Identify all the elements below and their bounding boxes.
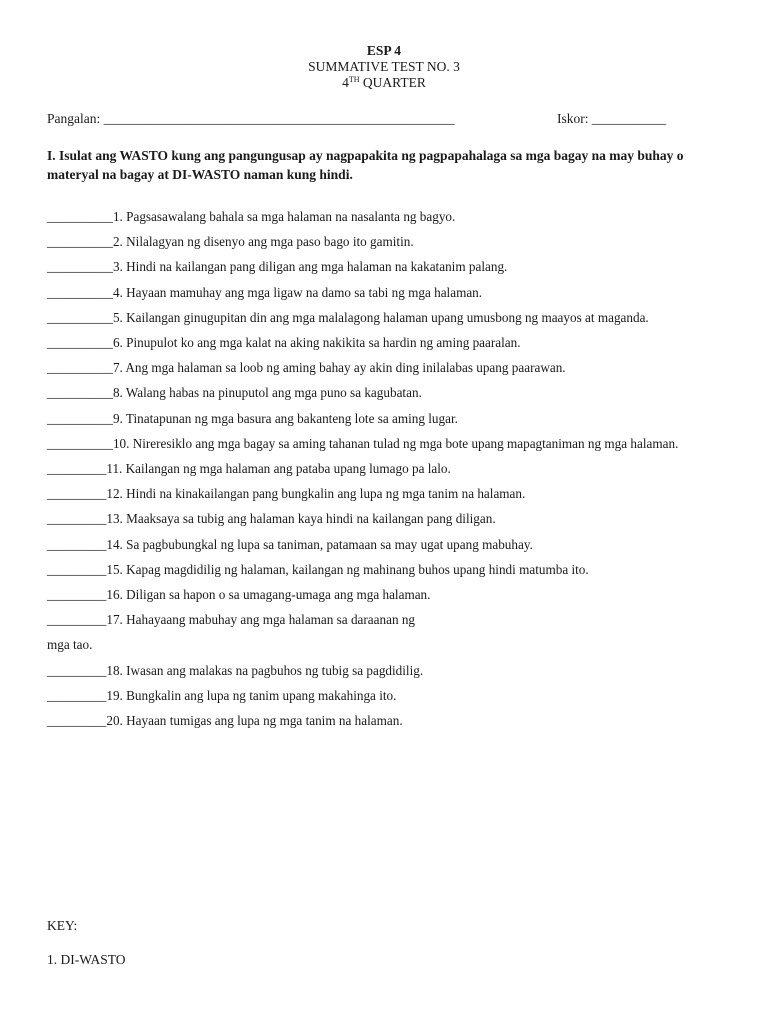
question-text: 1. Pagsasawalang bahala sa mga halaman na nasalanta ng bagyo. <box>112 209 456 224</box>
quarter-text: QUARTER <box>359 75 426 90</box>
question-item <box>47 254 737 279</box>
question-text: 16. Diligan sa hapon o sa umagang-umaga ang mga halaman. <box>106 587 431 603</box>
question-text: 20. Hayaan tumigas ang lupa ng mga tanim na halaman. <box>106 713 403 729</box>
question-item <box>47 280 737 305</box>
score-blank[interactable]: ___________ <box>591 111 667 126</box>
question-text: 10. Nireresiklo ang mga bagay sa aming tahanan tulad ng mga bote upang mapagtaniman ng mga halaman. <box>112 435 679 451</box>
answer-blank[interactable]: __________ <box>47 284 113 300</box>
question-item <box>47 481 737 506</box>
test-title: SUMMATIVE TEST NO. 3 <box>308 59 460 74</box>
answer-blank[interactable]: _________ <box>47 486 107 502</box>
question-text: 12. Hindi na kinakailangan pang bungkalin ang lupa ng mga tanim na halaman. <box>106 486 526 502</box>
answer-key-label: KEY: <box>47 918 78 933</box>
question-item <box>47 431 737 456</box>
question-text: 2. Nilalagyan ng disenyo ang mga paso bago ito gamitin. <box>112 234 414 250</box>
subject-title: ESP 4 <box>366 43 402 58</box>
question-item <box>47 607 737 632</box>
question-item <box>47 204 737 229</box>
question-text: 4. Hayaan mamuhay ang mga ligaw na damo sa tabi ng mga halaman. <box>112 284 483 300</box>
question-text: 13. Maaksaya sa tubig ang halaman kaya hindi na kailangan pang diligan. <box>106 511 496 527</box>
answer-blank[interactable]: __________ <box>47 209 113 224</box>
question-item <box>47 456 737 481</box>
answer-blank[interactable]: __________ <box>47 435 113 451</box>
question-item <box>47 557 737 582</box>
answer-blank[interactable]: __________ <box>47 234 113 250</box>
answer-key-item: 1. DI-WASTO <box>47 952 126 967</box>
answer-blank[interactable]: _________ <box>47 612 107 628</box>
answer-blank[interactable]: _________ <box>47 687 107 703</box>
question-item <box>47 582 737 607</box>
answer-blank[interactable]: __________ <box>47 309 113 325</box>
answer-blank[interactable]: __________ <box>47 335 113 351</box>
question-item <box>47 708 737 733</box>
question-item <box>47 380 737 405</box>
question-item <box>47 683 737 708</box>
answer-blank[interactable]: _________ <box>47 587 107 603</box>
question-item <box>47 532 737 557</box>
instructions-text: I. Isulat ang WASTO kung ang pangungusap ay nagpapakita ng pagpapahalaga sa mga bagay na may buhay o materyal na bagay at DI-WASTO naman kung hindi. <box>47 148 684 182</box>
answer-blank[interactable]: _________ <box>47 536 107 552</box>
score-field[interactable] <box>557 111 666 127</box>
question-text: 6. Pinupulot ko ang mga kalat na aking nakikita sa hardin ng aming paaralan. <box>112 335 521 351</box>
test-header <box>0 43 768 91</box>
question-text: 9. Tinatapunan ng mga basura ang bakanteng lote sa aming lugar. <box>112 410 458 426</box>
answer-blank[interactable]: __________ <box>47 410 113 426</box>
question-text: 11. Kailangan ng mga halaman ang pataba upang lumago pa lalo. <box>106 461 451 477</box>
answer-blank[interactable]: _________ <box>47 511 107 527</box>
quarter-label <box>0 75 768 91</box>
question-item <box>47 506 737 531</box>
question-item <box>47 330 737 355</box>
score-label: Iskor: <box>557 111 592 126</box>
quarter-number: 4 <box>342 75 349 90</box>
question-item <box>47 229 737 254</box>
name-blank[interactable]: ____________________________________________________ <box>103 111 455 126</box>
name-label: Pangalan: <box>47 111 104 126</box>
question-item <box>47 406 737 431</box>
answer-blank[interactable]: _________ <box>47 662 107 678</box>
question-text: 15. Kapag magdidilig ng halaman, kailangan ng mahinang buhos upang hindi matumba ito. <box>106 561 589 577</box>
question-text: 8. Walang habas na pinuputol ang mga puno sa kagubatan. <box>112 385 422 401</box>
question-item <box>47 305 737 330</box>
question-continuation: mga tao. <box>47 637 93 653</box>
answer-blank[interactable]: _________ <box>47 713 107 729</box>
question-text: 7. Ang mga halaman sa loob ng aming bahay ay akin ding inilalabas upang paarawan. <box>112 360 566 376</box>
question-text: 19. Bungkalin ang lupa ng tanim upang makahinga ito. <box>106 687 397 703</box>
answer-blank[interactable]: _________ <box>47 461 107 477</box>
question-text: 14. Sa pagbubungkal ng lupa sa taniman, patamaan sa may ugat upang mabuhay. <box>106 536 533 552</box>
question-text: 5. Kailangan ginugupitan din ang mga malalagong halaman upang umusbong ng maayos at maganda. <box>112 309 649 325</box>
question-list <box>47 204 737 733</box>
question-text: 17. Hahayaang mabuhay ang mga halaman sa daraanan ng <box>106 612 416 628</box>
answer-blank[interactable]: __________ <box>47 360 113 376</box>
answer-blank[interactable]: __________ <box>47 385 113 401</box>
answer-blank[interactable]: _________ <box>47 561 107 577</box>
question-item <box>47 355 737 380</box>
question-text: 3. Hindi na kailangan pang diligan ang mga halaman na kakatanim palang. <box>112 259 508 275</box>
name-field[interactable] <box>47 111 455 127</box>
question-item <box>47 658 737 683</box>
answer-blank[interactable]: __________ <box>47 259 113 275</box>
quarter-suffix: TH <box>348 75 360 84</box>
question-text: 18. Iwasan ang malakas na pagbuhos ng tubig sa pagdidilig. <box>106 662 424 678</box>
